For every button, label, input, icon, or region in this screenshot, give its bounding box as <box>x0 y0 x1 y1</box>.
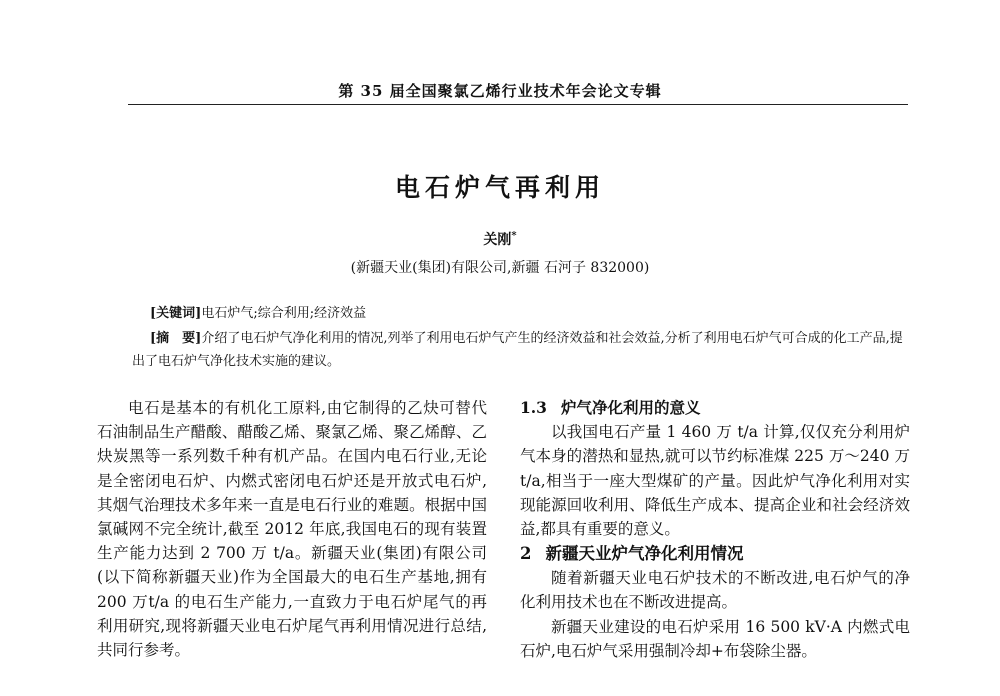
header-rule <box>128 104 908 105</box>
author-name: 关刚 <box>483 232 512 248</box>
keywords <box>150 302 366 321</box>
abstract-label: [摘 要] <box>150 331 202 346</box>
author-line <box>0 229 1000 249</box>
body-paragraph: 随着新疆天业电石炉技术的不断改进,电石炉气的净化利用技术也在不断改进提高。 <box>520 569 910 612</box>
section-title: 炉气净化利用的意义 <box>560 398 701 417</box>
section-heading-2 <box>520 541 910 566</box>
running-header: 第 35 届全国聚氯乙烯行业技术年会论文专辑 <box>338 82 662 100</box>
right-column <box>520 396 910 663</box>
abstract <box>132 327 907 373</box>
abstract-text: 介绍了电石炉气净化利用的情况,列举了利用电石炉气产生的经济效益和社会效益,分析了利用电石炉气可合成的化工产品,提出了电石炉气净化技术实施的建议。 <box>132 331 903 369</box>
body-paragraph: 新疆天业建设的电石炉采用 16 500 kV·A 内燃式电石炉,电石炉气采用强制冷却+布袋除尘器。 <box>520 617 910 660</box>
section-number: 2 <box>520 544 532 564</box>
keywords-text: 电石炉气;综合利用;经济效益 <box>201 306 367 321</box>
section-title: 新疆天业炉气净化利用情况 <box>545 544 744 564</box>
keywords-label: [关键词] <box>150 306 202 321</box>
left-column <box>97 396 487 662</box>
section-number: 1.3 <box>520 398 547 417</box>
article-title: 电石炉气再利用 <box>394 173 605 202</box>
author-footnote-mark: * <box>511 230 517 242</box>
intro-paragraph: 电石是基本的有机化工原料,由它制得的乙炔可替代石油制品生产醋酸、醋酸乙烯、聚氯乙烯、聚乙烯醇、乙炔炭黑等一系列数千种有机产品。在国内电石行业,无论是全密闭电石炉、内燃式密闭电石炉还是开放式电石炉,其烟气治理技术多年来一直是电石行业的难题。根据中国氯碱网不完全统计,截至 2012 年底,我国电石的现有装置生产能力达到 2 700 万 t/a。新疆天业(集团)有限公司(以下简称新疆天业)作为全国最大的电石生产基地,拥有 200 万t/a 的电石生产能力,一直致力于电石炉尾气的再利用研究,现将新疆天业电石炉尾气再利用情况进行总结,共同行参考。 <box>97 399 487 660</box>
section-heading-1-3 <box>520 396 910 420</box>
body-paragraph: 以我国电石产量 1 460 万 t/a 计算,仅仅充分利用炉气本身的潜热和显热,就可以节约标准煤 225 万～240 万 t/a,相当于一座大型煤矿的产量。因此炉气净化利用对实现能源回收利用、降低生产成本、提高企业和社会经济效益,都具有重要的意义。 <box>520 423 910 539</box>
author-affiliation: (新疆天业(集团)有限公司,新疆 石河子 832000) <box>350 260 650 276</box>
